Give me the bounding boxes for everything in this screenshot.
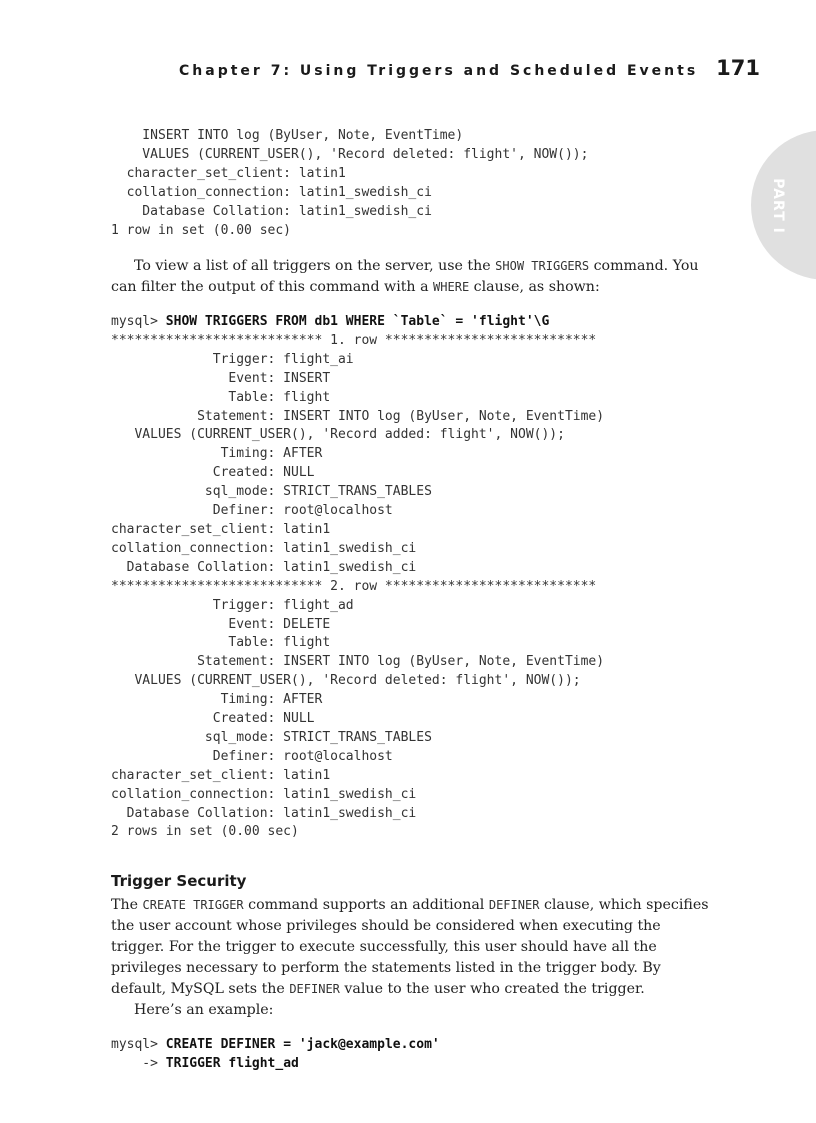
code-line: sql_mode: STRICT_TRANS_TABLES [111, 729, 432, 745]
paragraph-definer: The CREATE TRIGGER command supports an additional DEFINER clause, which specifies the user account whose privileges should be considered when executing the trigger. For the trigger to execute successfully, this user should have all the privileges necessary to perform the statements listed in the trigger body. By default, MySQL sets the DEFINER value to the user who created the trigger. [111, 897, 709, 997]
code-command: TRIGGER flight_ad [165, 1055, 299, 1071]
inline-code: SHOW TRIGGERS [495, 259, 590, 273]
paragraph-show-triggers: To view a list of all triggers on the server, use the SHOW TRIGGERS command. You can filter the output of this command with a WHERE clause, as shown: [111, 258, 699, 295]
running-header [179, 56, 760, 86]
section-heading-trigger-security: Trigger Security [111, 872, 247, 890]
code-line: Trigger: flight_ad [111, 597, 354, 613]
code-line: Timing: AFTER [111, 692, 323, 708]
code-prompt: -> [111, 1055, 166, 1071]
inline-code: WHERE [433, 280, 470, 294]
code-block-trigger-tail [111, 127, 588, 240]
code-line: Table: flight [111, 635, 331, 651]
code-line: Timing: AFTER [111, 446, 323, 462]
code-line: VALUES (CURRENT_USER(), 'Record deleted: flight', NOW()); [111, 673, 581, 689]
code-line: VALUES (CURRENT_USER(), 'Record deleted: flight', NOW()); [111, 146, 589, 162]
inline-code: CREATE TRIGGER [142, 898, 244, 912]
code-line: Database Collation: latin1_swedish_ci [111, 203, 432, 219]
code-line: INSERT INTO log (ByUser, Note, EventTime) [111, 128, 464, 143]
code-line: 2 rows in set (0.00 sec) [111, 824, 299, 840]
code-line: Event: INSERT [111, 370, 331, 386]
part-tab-text: PART I [770, 178, 787, 234]
code-command: SHOW TRIGGERS FROM db1 WHERE `Table` = 'flight'\G [165, 314, 550, 329]
code-line: VALUES (CURRENT_USER(), 'Record added: flight', NOW()); [111, 427, 565, 443]
code-line: Trigger: flight_ai [111, 351, 354, 367]
code-line: *************************** 2. row *************************** [111, 578, 597, 594]
paragraph-example-intro: Here’s an example: [134, 1002, 274, 1018]
code-line: Table: flight [111, 389, 331, 405]
inline-code: DEFINER [488, 898, 540, 912]
part-tab-label [763, 178, 793, 234]
code-line: Definer: root@localhost [111, 748, 393, 764]
code-block-show-triggers [111, 313, 604, 842]
code-prompt: mysql> [111, 314, 166, 329]
code-line: collation_connection: latin1_swedish_ci [111, 786, 417, 802]
code-line: Definer: root@localhost [111, 503, 393, 519]
code-line: Statement: INSERT INTO log (ByUser, Note, EventTime) [111, 654, 605, 670]
code-line: Created: NULL [111, 465, 315, 481]
code-line: Database Collation: latin1_swedish_ci [111, 559, 417, 575]
code-line: sql_mode: STRICT_TRANS_TABLES [111, 484, 432, 500]
code-block-create-definer [111, 1036, 440, 1074]
code-command: CREATE DEFINER = 'jack@example.com' [165, 1037, 440, 1052]
inline-code: DEFINER [289, 982, 340, 996]
code-line: Statement: INSERT INTO log (ByUser, Note, EventTime) [111, 408, 605, 424]
code-line: collation_connection: latin1_swedish_ci [111, 184, 432, 200]
code-line: character_set_client: latin1 [111, 521, 331, 537]
code-line: collation_connection: latin1_swedish_ci [111, 540, 417, 556]
code-prompt: mysql> [111, 1037, 166, 1052]
code-line: Created: NULL [111, 711, 315, 727]
code-line: Database Collation: latin1_swedish_ci [111, 805, 417, 821]
code-line: character_set_client: latin1 [111, 767, 331, 783]
code-line: Event: DELETE [111, 616, 331, 632]
code-line: 1 row in set (0.00 sec) [111, 222, 292, 238]
page-number: 171 [716, 56, 760, 80]
chapter-title: Chapter 7: Using Triggers and Scheduled Events [179, 63, 699, 79]
code-line: character_set_client: latin1 [111, 165, 346, 181]
code-line: *************************** 1. row *************************** [111, 332, 597, 348]
